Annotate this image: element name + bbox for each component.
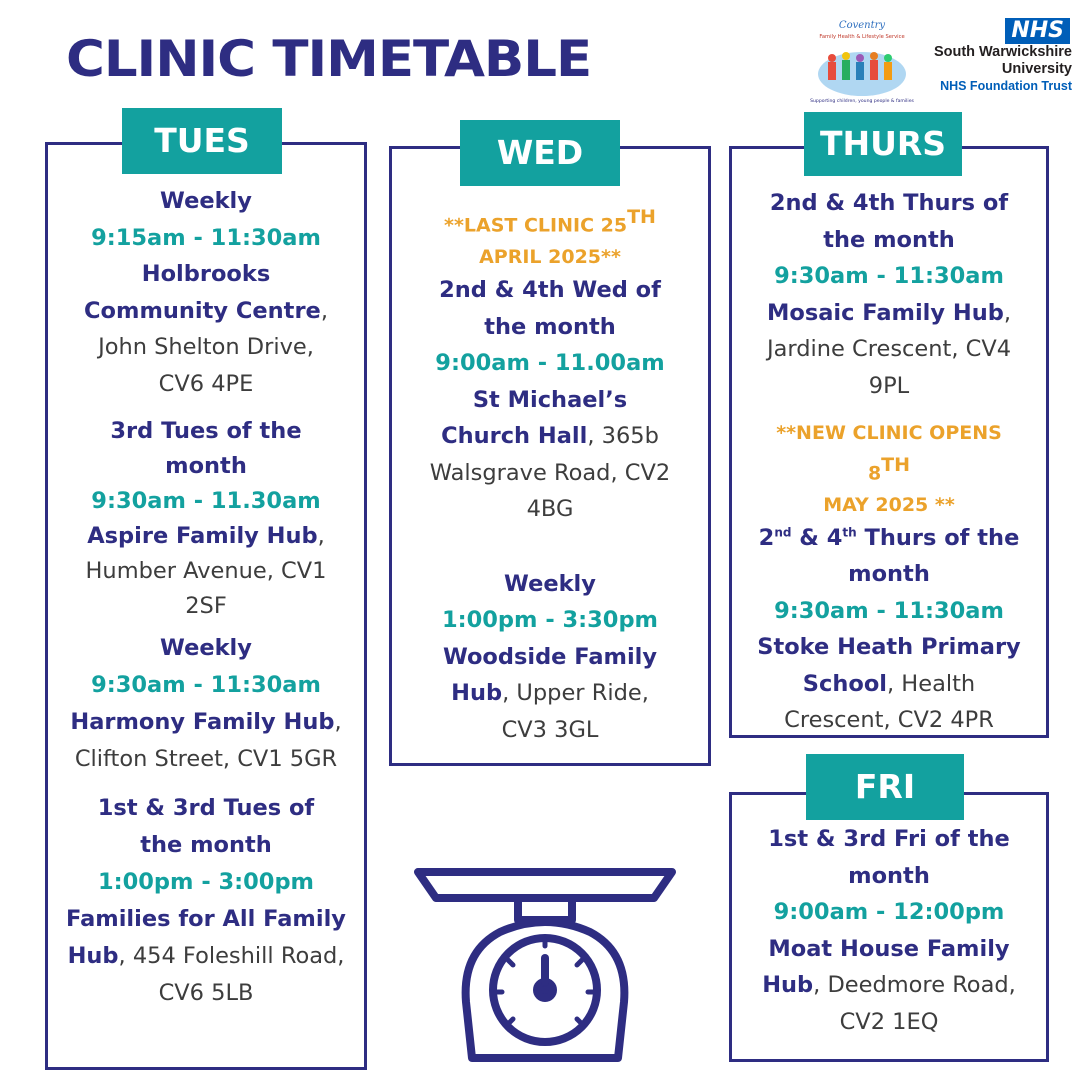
page-title: CLINIC TIMETABLE <box>66 30 592 88</box>
tues-entry-3 <box>54 630 358 778</box>
tues-1-address: , John Shelton Drive, CV6 4PE <box>98 297 328 397</box>
svg-text:Coventry: Coventry <box>838 20 886 31</box>
nhs-foundation-trust: NHS Foundation Trust <box>940 79 1072 93</box>
thurs-1-venue: Mosaic Family Hub <box>766 299 1004 326</box>
wed-2-venue: Woodside Family Hub <box>442 643 658 706</box>
tues-2-venue: Aspire Family Hub <box>87 523 318 549</box>
fri-1-time: 9:00am - 12:00pm <box>773 899 1005 925</box>
thurs-2-venue: Stoke Heath Primary School <box>757 634 1021 697</box>
tab-tues: TUES <box>122 108 282 174</box>
wed-1-time: 9:00am - 11.00am <box>435 350 665 376</box>
tues-3-venue: Harmony Family Hub <box>70 709 335 735</box>
tues-entry-1 <box>54 183 358 402</box>
wed-panel <box>389 146 711 766</box>
tues-entry-4 <box>54 790 358 1012</box>
nhs-trust-name-line1: South Warwickshire <box>933 44 1072 60</box>
tues-4-frequency: 1st & 3rd Tues of the month <box>97 795 315 858</box>
fri-1-address: , Deedmore Road, CV2 1EQ <box>813 972 1016 1035</box>
thurs-2-address: , Health Crescent, CV2 4PR <box>784 670 994 733</box>
tues-4-venue: Families for All Family Hub <box>66 906 346 969</box>
thurs-entry-1 <box>738 185 1040 404</box>
tab-fri: FRI <box>806 754 964 820</box>
fri-1-venue: Moat House Family Hub <box>762 935 1010 998</box>
nhs-trust-name-line2: University <box>1001 61 1072 77</box>
tues-1-time: 9:15am - 11:30am <box>91 224 321 251</box>
fri-entry-1 <box>738 821 1040 1040</box>
svg-text:Family Health & Lifestyle Serv: Family Health & Lifestyle Service <box>819 34 905 40</box>
tues-panel <box>45 142 367 1070</box>
fri-panel <box>729 792 1049 1062</box>
wed-entry-2 <box>400 566 700 749</box>
tues-1-venue: Holbrooks Community Centre <box>84 261 321 324</box>
tues-1-frequency: Weekly <box>160 188 252 214</box>
thurs-1-time: 9:30am - 11:30am <box>774 263 1004 289</box>
thurs-1-address: , Jardine Crescent, CV4 9PL <box>766 299 1012 399</box>
wed-entry-1 <box>400 272 700 528</box>
nhs-trust-logo <box>902 18 1072 100</box>
wed-1-venue: St Michael’s Church Hall <box>441 386 628 449</box>
tab-wed: WED <box>460 120 620 186</box>
tab-thurs: THURS <box>804 112 962 176</box>
wed-2-time: 1:00pm - 3:30pm <box>441 607 659 633</box>
thurs-notice: **NEW CLINIC OPENS 8TH MAY 2025 ** <box>776 422 1002 516</box>
thurs-2-time: 9:30am - 11:30am <box>774 597 1004 624</box>
nhs-badge: NHS <box>1005 18 1070 44</box>
tues-4-time: 1:00pm - 3:00pm <box>97 869 315 895</box>
tues-2-frequency: 3rd Tues of the month <box>110 418 302 479</box>
weighing-scale-icon <box>410 862 680 1066</box>
fri-1-frequency: 1st & 3rd Fri of the month <box>768 826 1010 889</box>
tues-4-address: , 454 Foleshill Road, CV6 5LB <box>118 943 345 1006</box>
wed-2-address: , Upper Ride, CV3 3GL <box>501 680 649 743</box>
tues-3-frequency: Weekly <box>160 635 252 661</box>
wed-2-frequency: Weekly <box>504 570 596 597</box>
tues-3-address: , Clifton Street, CV1 5GR <box>74 709 342 772</box>
thurs-panel <box>729 146 1049 738</box>
thurs-2-frequency: 2nd & 4th Thurs of the month <box>758 524 1020 587</box>
wed-1-frequency: 2nd & 4th Wed of the month <box>439 277 661 340</box>
tues-3-time: 9:30am - 11:30am <box>91 672 321 698</box>
tues-2-address: , Humber Avenue, CV1 2SF <box>85 523 327 619</box>
wed-notice: **LAST CLINIC 25TH APRIL 2025** <box>444 206 656 268</box>
thurs-1-frequency: 2nd & 4th Thurs of the month <box>769 190 1009 253</box>
tues-2-time: 9:30am - 11.30am <box>91 488 321 514</box>
svg-text:Supporting children, young peo: Supporting children, young people & families <box>810 99 914 104</box>
thurs-entry-2 <box>738 520 1040 739</box>
wed-1-address: , 365b Walsgrave Road, CV2 4BG <box>429 423 671 522</box>
coventry-family-health-logo <box>808 18 916 106</box>
tues-entry-2 <box>54 414 358 624</box>
